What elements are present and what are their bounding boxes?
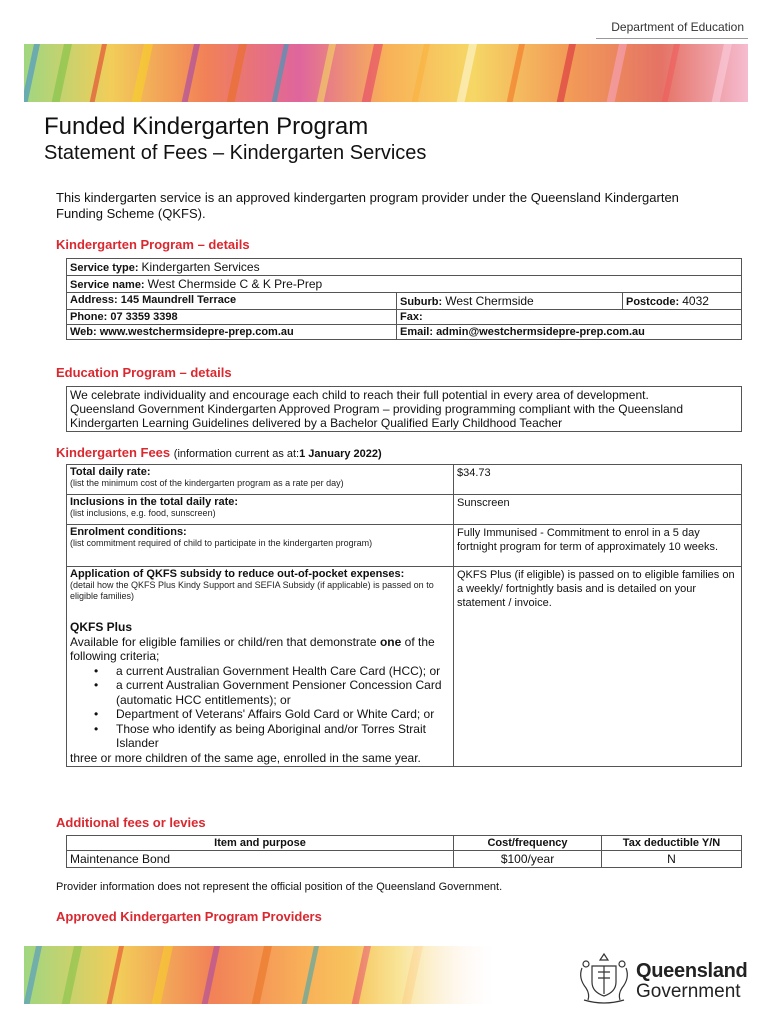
col-tax-header: Tax deductible Y/N — [602, 836, 742, 851]
education-line-3: Kindergarten Learning Guidelines delivered by a Bachelor Qualified Early Childhood Teacher — [70, 416, 563, 430]
list-item: • Department of Veterans' Affairs Gold Card or White Card; or — [116, 707, 450, 722]
program-details-heading: Kindergarten Program – details — [56, 237, 250, 252]
daily-rate-hint: (list the minimum cost of the kindergarten program as a rate per day) — [70, 478, 344, 488]
service-type-label: Service type: — [70, 262, 139, 274]
additional-fees-heading: Additional fees or levies — [56, 815, 206, 830]
phone-cell: Phone: 07 3359 3398 — [67, 310, 397, 325]
fees-heading — [56, 445, 382, 460]
banner-stripes-icon — [24, 44, 748, 102]
qkfs-intro-b: one — [379, 634, 402, 649]
col-cost-header: Cost/frequency — [454, 836, 602, 851]
qkfs-intro — [70, 635, 450, 664]
email-cell: Email: admin@westchermsidepre-prep.com.au — [397, 325, 742, 340]
postcode-value: 4032 — [682, 294, 709, 308]
program-details-table — [66, 258, 742, 340]
qkfs-title: QKFS Plus — [70, 620, 133, 634]
row-tax: N — [602, 851, 742, 868]
fees-note-date: 1 January 2022) — [299, 448, 382, 460]
fees-heading-text: Kindergarten Fees — [56, 445, 171, 460]
service-name-cell — [67, 276, 742, 293]
row-cost: $100/year — [454, 851, 602, 868]
intro-text: This kindergarten service is an approved kindergarten program provider under the Queensland Kindergarten Funding Scheme (QKFS). — [56, 190, 679, 221]
footer-stripes-icon — [24, 946, 494, 1004]
subsidy-hint: (detail how the QKFS Plus Kindy Support and SEFIA Subsidy (if applicable) is passed on to eligible families) — [70, 580, 434, 601]
address-cell: Address: 145 Maundrell Terrace — [67, 293, 397, 310]
inclusions-label: Inclusions in the total daily rate: — [70, 496, 239, 508]
service-type-cell — [67, 259, 742, 276]
list-item: • a current Australian Government Pensioner Concession Card (automatic HCC entitlements); or — [116, 678, 450, 707]
logo-text-queensland: Queensland — [636, 960, 748, 982]
list-item: • Those who identify as being Aboriginal and/or Torres Strait Islander — [116, 722, 450, 751]
inclusions-value: Sunscreen — [454, 495, 742, 525]
education-details-box — [66, 386, 742, 432]
service-type-value: Kindergarten Services — [141, 260, 260, 274]
qkfs-block — [70, 620, 450, 765]
table-row — [67, 851, 742, 868]
header-banner — [24, 44, 748, 102]
additional-fees-table — [66, 835, 742, 868]
coat-of-arms-icon — [574, 950, 634, 1006]
list-item: • a current Australian Government Health Care Card (HCC); or — [116, 664, 450, 679]
subsidy-label: Application of QKFS subsidy to reduce out-of-pocket expenses: — [70, 568, 405, 580]
qkfs-criteria-list — [116, 664, 450, 751]
education-details-heading: Education Program – details — [56, 365, 232, 380]
fees-note — [174, 448, 382, 460]
disclaimer: Provider information does not represent the official position of the Queensland Government. — [56, 881, 503, 893]
footer-banner — [24, 946, 494, 1004]
inclusions-hint: (list inclusions, e.g. food, sunscreen) — [70, 508, 216, 518]
department-rule — [596, 38, 748, 39]
education-line-2: Queensland Government Kindergarten Approved Program – providing programming compliant with the Queensland — [70, 402, 684, 416]
inclusions-cell — [67, 495, 454, 525]
daily-rate-cell — [67, 465, 454, 495]
education-line-1: We celebrate individuality and encourage each child to reach their full potential in every area of development. — [70, 388, 649, 402]
page-title: Funded Kindergarten Program — [44, 113, 369, 140]
suburb-value: West Chermside — [445, 294, 534, 308]
row-item: Maintenance Bond — [67, 851, 454, 868]
page-subtitle: Statement of Fees – Kindergarten Services — [44, 142, 427, 164]
subsidy-value: QKFS Plus (if eligible) is passed on to eligible families on a weekly/ fortnightly basis and is detailed on your statement / invoice. — [454, 567, 742, 767]
qkfs-intro-c: of the following criteria; — [70, 634, 435, 663]
logo-text-government: Government — [636, 981, 741, 1002]
enrolment-label: Enrolment conditions: — [70, 526, 187, 538]
qkfs-intro-a: Available for eligible families or child/ren that demonstrate — [70, 634, 377, 649]
suburb-cell — [397, 293, 623, 310]
subsidy-cell — [67, 567, 454, 767]
daily-rate-label: Total daily rate: — [70, 466, 151, 478]
suburb-label: Suburb: — [400, 296, 443, 308]
enrolment-hint: (list commitment required of child to participate in the kindergarten program) — [70, 538, 373, 548]
postcode-label: Postcode: — [626, 296, 680, 308]
enrolment-value: Fully Immunised - Commitment to enrol in a 5 day fortnight program for term of approximately 10 weeks. — [454, 525, 742, 567]
service-name-value: West Chermside C & K Pre-Prep — [147, 277, 323, 291]
col-item-header: Item and purpose — [67, 836, 454, 851]
daily-rate-value: $34.73 — [454, 465, 742, 495]
web-cell: Web: www.westchermsidepre-prep.com.au — [67, 325, 397, 340]
postcode-cell — [623, 293, 742, 310]
enrolment-cell — [67, 525, 454, 567]
fees-table — [66, 464, 742, 767]
qkfs-outro: three or more children of the same age, enrolled in the same year. — [70, 750, 421, 765]
providers-heading: Approved Kindergarten Program Providers — [56, 909, 322, 924]
department-label: Department of Education — [611, 20, 744, 34]
fees-note-prefix: (information current as at: — [173, 448, 300, 460]
service-name-label: Service name: — [70, 279, 145, 291]
fax-cell: Fax: — [397, 310, 742, 325]
